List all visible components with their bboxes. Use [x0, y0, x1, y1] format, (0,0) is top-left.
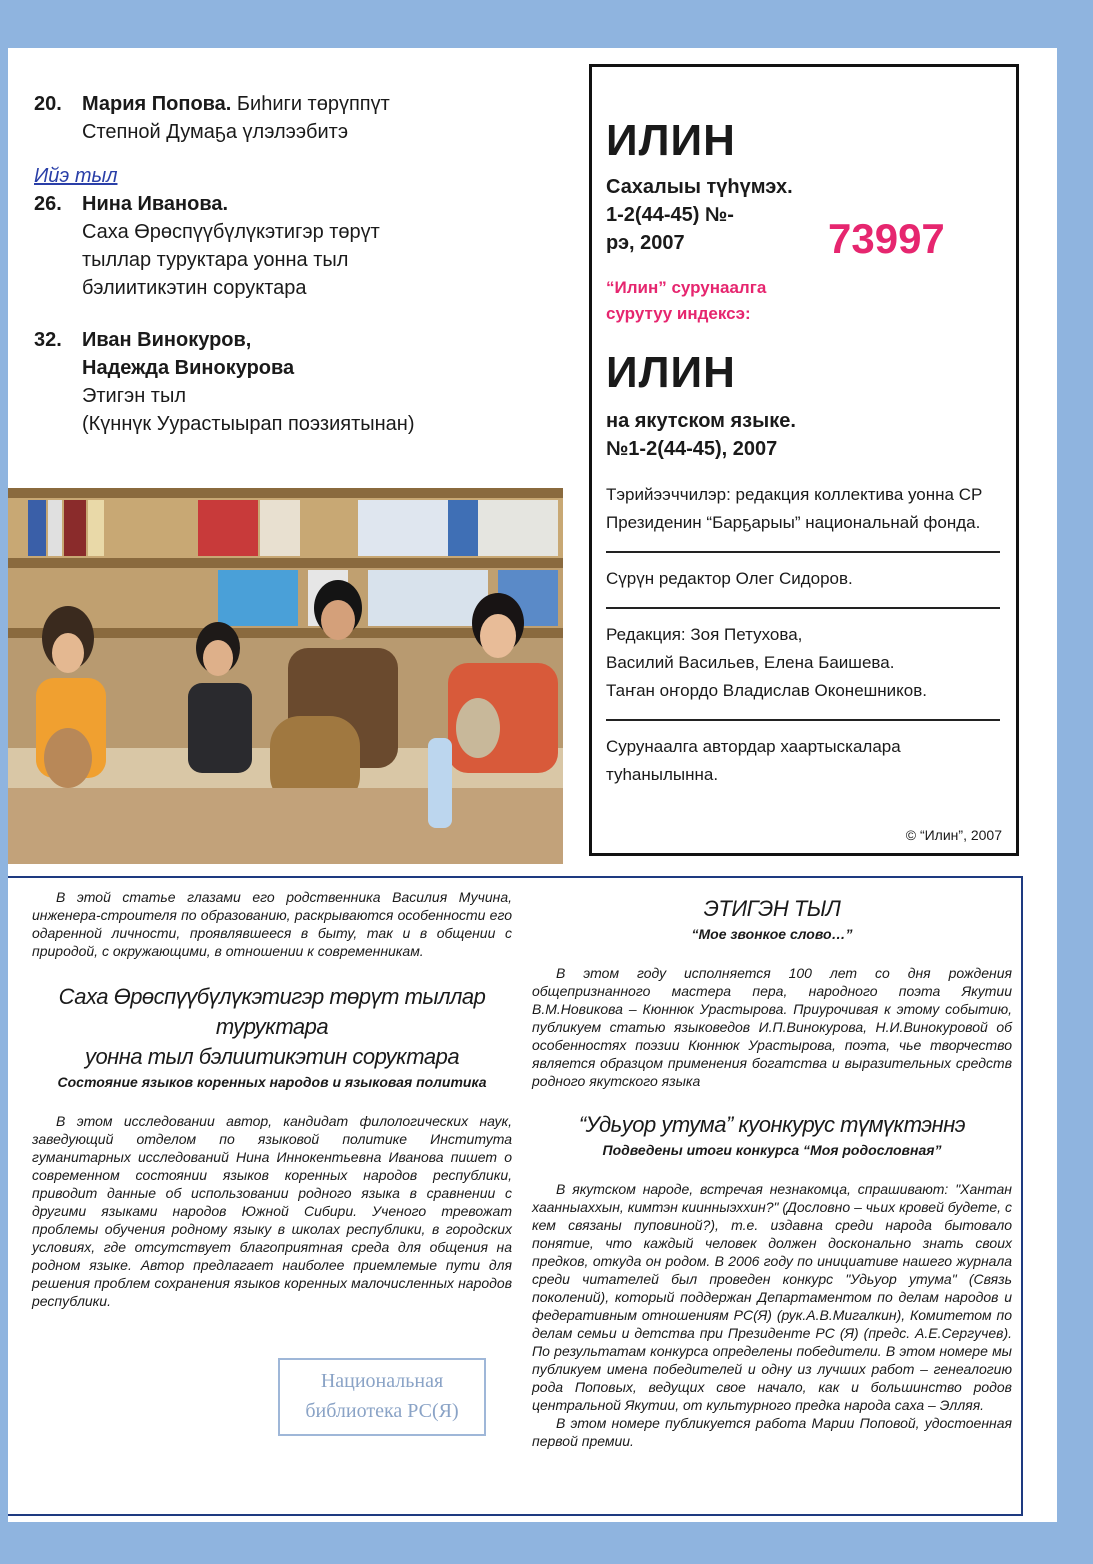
article-intro: В этой статье глазами его родственника Василия Мучина, инженера-строителя по образованию, раскрываются особенности его одаренной личности, проявлявшееся в быту, так и в общении с природой, с окружающими, в отношении к современникам. [32, 889, 512, 959]
toc-entry-text [82, 326, 415, 438]
toc-entry[interactable] [34, 326, 574, 438]
toc-entry[interactable] [34, 90, 574, 146]
toc-title-line: Этигэн тыл [82, 385, 187, 407]
disclaimer-text: Сурунаалга автордар хаартыскалара туһанылынна. [606, 737, 901, 784]
article-heading: “Удьуор утума” куонкурус түмүктэннэ [578, 1112, 966, 1137]
page-frame-left [0, 0, 8, 1564]
subscription-index: 73997 [828, 215, 945, 262]
article-summary: В этом исследовании автор, кандидат филологических наук, заведующий отделом по языковой политике Института гуманитарных исследований Нина Иннокентьевна Иванова пишет о современном состоянии языков коренных народов республики, приводит данные об использовании родного языка в сравнении с другими языками народов Южной Сибири. Ученого тревожат проблемы обучения родному языку в школах республики, в городских условиях, где отсутствует благоприятная среда для общения на родном языке. Автор предлагает наиболее приемлемые пути для решения проблем сохранения языков коренных малочисленных народов республики. [32, 1113, 512, 1309]
divider [606, 607, 1000, 609]
edition-line: №1-2(44-45), 2007 [606, 438, 778, 460]
page-frame-top [0, 0, 1093, 48]
right-column [532, 894, 1012, 1450]
toc-title-line: Степной Думаҕа үлэлээбитэ [82, 121, 349, 143]
magazine-title: ИЛИН [606, 116, 736, 165]
article-subheading: “Мое звонкое слово…” [691, 926, 853, 942]
article-summaries [8, 876, 1023, 1516]
magazine-title: ИЛИН [606, 348, 736, 397]
toc-author: Иван Винокуров, [82, 329, 252, 351]
toc-page-number: 32. [34, 329, 62, 351]
edition-line: 1-2(44-45) №- [606, 204, 734, 226]
toc-page-number: 26. [34, 193, 62, 215]
toc-author: Нина Иванова. [82, 193, 229, 215]
divider [606, 551, 1000, 553]
divider [606, 719, 1000, 721]
toc-title-line: бэлиитикэтин соруктара [82, 277, 307, 299]
article-subheading: Подведены итоги конкурса “Моя родословная” [602, 1142, 942, 1158]
article-summary: В этом номере публикуется работа Марии Поповой, удостоенная первой премии. [532, 1415, 1012, 1449]
page-frame-right [1057, 0, 1093, 1564]
toc-entry[interactable] [34, 190, 574, 302]
article-subheading: Состояние языков коренных народов и языковая политика [57, 1074, 487, 1090]
toc-entry-text [82, 190, 380, 302]
toc-author: Мария Попова. [82, 93, 232, 115]
toc-title: Биһиги төрүппүт [231, 93, 390, 115]
toc-title-line: Саха Өрөспүүбүлүкэтигэр төрүт [82, 221, 380, 243]
founders-text: Тэрийээччилэр: редакция коллектива уонна СР Президенин “Барҕарыы” национальнай фонда. [606, 485, 983, 532]
page [8, 48, 1057, 1522]
edition-line: на якутском языке. [606, 410, 796, 432]
toc-title-line: тыллар туруктара уонна тыл [82, 249, 349, 271]
editor-text: Сүрүн редактор Олег Сидоров. [606, 569, 853, 588]
edition-line: Сахалыы түһүмэх. [606, 176, 793, 198]
article-summary: В этом году исполняется 100 лет со дня рождения общепризнанного мастера пера, народного поэта Якутии В.М.Новикова – Кюннюк Урастырова. Приурочивая к этому событию, публикуем статью языковедов И.П.Винокурова, Н.И.Винокуровой об особенностях поэзии Кюннюк Урастырова, поэта, чье творчество является образцом применения богатства и выразительных средств родного якутского языка [532, 965, 1012, 1089]
article-heading: ЭТИГЭН ТЫЛ [703, 896, 841, 921]
toc-entry-text [82, 90, 390, 146]
library-stamp: Национальная библиотека РС(Я) [278, 1358, 486, 1436]
article-summary: В якутском народе, встречая незнакомца, спрашивают: "Хантан хаанныаххын, кимтэн киинныэххин?" (Дословно – чьих кровей будете, с кем связаны пуповиной?), т.е. издавна среди народа бытовало понятие, что каждый человек должен досконально знать своих предков, откуда он родом. В 2006 году по инициативе нашего журнала среди читателей был проведен конкурс "Удьуор утума" (Связь поколений), который поддержан Департаментом по делам народов и федеративным отношениям РС(Я) (рук.А.В.Мигалкин), Комитетом по делам семьи и детства при Президенте РС (Я) (предс. А.Е.Сергучев). По результатам конкурса определены победители. В этом номере мы публикуем имена победителей и одну из лучших работ – генеалогию рода Поповых, ведущих свое начало, как и большинство родов центральной Якутии, от культурного предка народа саха – Элляя. [532, 1181, 1012, 1413]
toc-author: Надежда Винокурова [82, 357, 295, 379]
toc-page-number: 20. [34, 93, 62, 115]
musicians-photo [8, 488, 563, 864]
index-label: “Илин” сурунаалга сурутуу индексэ: [606, 278, 767, 323]
page-frame-bottom [0, 1522, 1093, 1564]
article-heading: Саха Өрөспүүбүлүкэтигэр төрүт тыллар туруктара уонна тыл бэлиитикэтин соруктара [58, 984, 486, 1069]
imprint-box [589, 64, 1019, 856]
left-column [32, 888, 512, 1310]
table-of-contents [34, 90, 574, 438]
edition-line: рэ, 2007 [606, 232, 685, 254]
copyright: © “Илин”, 2007 [905, 827, 1002, 843]
toc-section-label[interactable]: Ийэ тыл [34, 165, 118, 187]
editorial-text: Редакция: Зоя Петухова, Василий Васильев, Елена Баишева. Таҥан оҥордо Владислав Оконешников. [606, 625, 928, 700]
toc-title-line: (Күннүк Уурастыырап поэзиятынан) [82, 413, 415, 435]
